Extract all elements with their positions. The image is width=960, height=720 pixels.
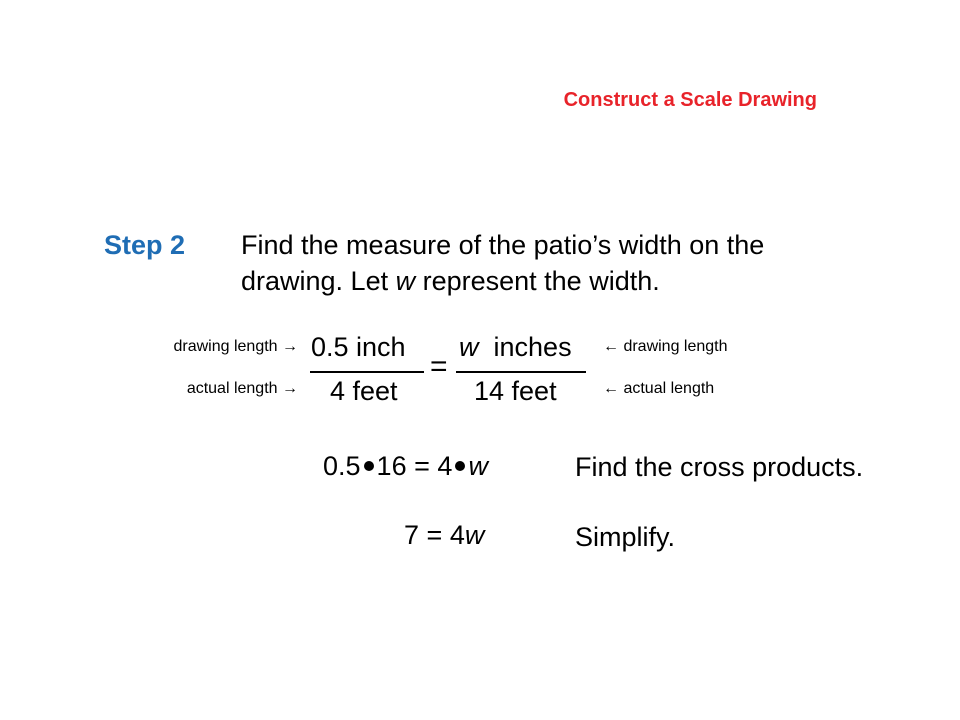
step-text-line-1: Find the measure of the patio’s width on the xyxy=(241,230,765,260)
multiplication-dot xyxy=(364,461,374,471)
multiplication-dot xyxy=(455,461,465,471)
cross-product-note: Find the cross products. xyxy=(575,452,864,482)
fraction-left-numerator: 0.5 inch xyxy=(311,332,406,362)
fraction-left-denominator: 4 feet xyxy=(330,376,398,406)
fraction-right-bar xyxy=(456,371,586,373)
equals-sign: = xyxy=(430,350,448,383)
fraction-right-numerator: w inches xyxy=(459,332,572,362)
step-text-line-2: drawing. Let w represent the width. xyxy=(241,266,660,296)
label-drawing-length-left: drawing length → xyxy=(173,338,298,355)
variable-w: w xyxy=(395,266,416,296)
step-label: Step 2 xyxy=(104,230,186,260)
label-actual-length-right: ← actual length xyxy=(603,380,715,397)
fraction-left-bar xyxy=(310,371,424,373)
label-drawing-length-right: ← drawing length xyxy=(603,338,728,355)
cross-product-equation: 0.5 16 = 4 w xyxy=(323,451,488,481)
label-actual-length-left: actual length → xyxy=(186,380,298,397)
page-title: Construct a Scale Drawing xyxy=(563,89,817,111)
simplified-equation: 7 = 4w xyxy=(404,520,485,550)
simplify-note: Simplify. xyxy=(575,522,676,552)
fraction-right-denominator: 14 feet xyxy=(474,376,557,406)
